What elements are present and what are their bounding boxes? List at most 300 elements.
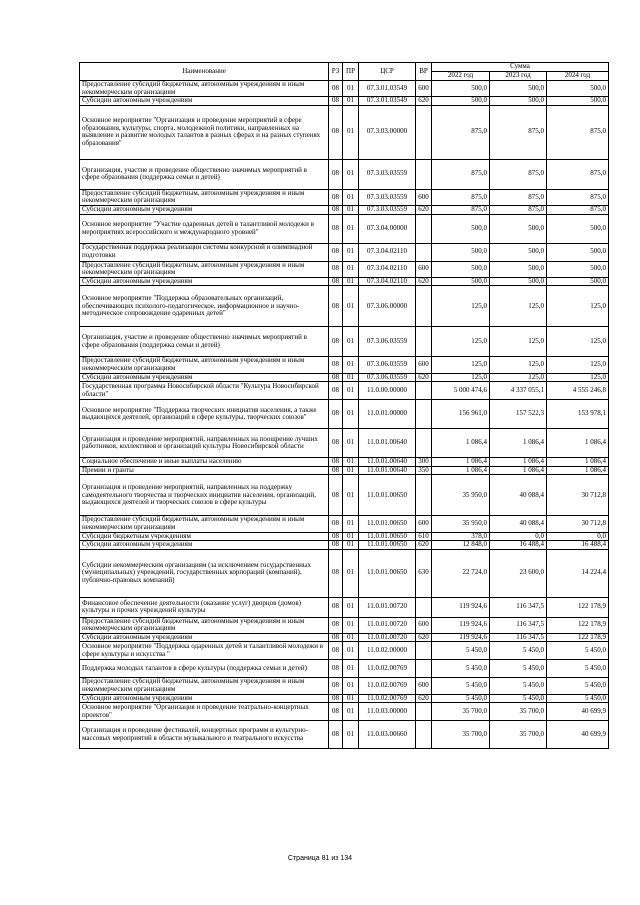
header-year: 2023 год [490,72,547,81]
row-sum-2024: 4 555 246,8 [547,382,609,400]
table-row [80,633,609,642]
row-name: Субсидии автономным учреждениям [80,205,329,214]
header-name: Наименование [80,63,329,81]
row-name: Предоставление субсидий бюджетным, автономным учреждениям и иным некоммерческим организациям [80,261,329,277]
row-sum-2024: 875,0 [547,159,609,189]
row-csr: 11.0.01.00000 [359,400,416,429]
row-name: Субсидии автономным учреждениям [80,694,329,703]
row-vr [416,159,432,189]
row-vr: 620 [416,97,432,106]
table-row [80,243,609,261]
row-sum-2022: 125,0 [432,286,490,327]
row-sum-2023: 35 700,0 [490,703,547,721]
row-pr: 01 [343,597,359,617]
row-name: Предоставление субсидий бюджетным, автономным учреждениям и иным некоммерческим организациям [80,357,329,373]
row-vr: 620 [416,373,432,382]
row-name: Основное мероприятие "Поддержка образовательных организаций, обеспечивающих психолого-педагогическое, информационное и научно-методическое сопровождение одаренных детей" [80,286,329,327]
row-sum-2022: 35 700,0 [432,703,490,721]
row-rz: 08 [329,475,343,516]
row-sum-2023: 5 450,0 [490,694,547,703]
page-number: Страница 81 из 134 [287,855,353,862]
row-rz: 08 [329,549,343,597]
row-sum-2024: 875,0 [547,189,609,205]
row-sum-2023: 116 347,5 [490,617,547,633]
row-sum-2022: 5 450,0 [432,678,490,694]
row-csr: 11.0.01.00720 [359,633,416,642]
row-vr [416,475,432,516]
row-csr: 07.3.03.03559 [359,189,416,205]
row-sum-2022: 875,0 [432,105,490,159]
row-vr [416,703,432,721]
row-vr [416,382,432,400]
row-vr [416,597,432,617]
row-sum-2024: 500,0 [547,214,609,243]
row-sum-2022: 22 724,0 [432,549,490,597]
table-row [80,286,609,327]
row-rz: 08 [329,97,343,106]
row-sum-2023: 500,0 [490,97,547,106]
table-row [80,694,609,703]
row-name: Субсидии автономным учреждениям [80,541,329,550]
header-year: 2022 год [432,72,490,81]
row-vr [416,214,432,243]
row-rz: 08 [329,597,343,617]
row-csr: 11.0.01.00640 [359,466,416,475]
row-vr: 610 [416,532,432,541]
table-row [80,400,609,429]
row-name: Организация и проведение фестивалей, концертных программ и культурно- массовых мероприятий в области музыкального и театрального искусства [80,721,329,749]
header-sum: Сумма [432,63,609,72]
table-row [80,261,609,277]
row-sum-2023: 500,0 [490,277,547,286]
table-row [80,327,609,357]
row-rz: 08 [329,660,343,678]
row-pr: 01 [343,703,359,721]
row-rz: 08 [329,189,343,205]
row-name: Основное мероприятие "Поддержка творческих инициатив населения, а также выдающихся деятелей, организаций в сфере культуры, творческих союзов" [80,400,329,429]
row-sum-2023: 125,0 [490,327,547,357]
row-sum-2022: 5 450,0 [432,642,490,660]
row-pr: 01 [343,400,359,429]
row-sum-2022: 5 450,0 [432,660,490,678]
row-name: Государственная программа Новосибирской области "Культура Новосибирской области" [80,382,329,400]
row-sum-2022: 119 924,6 [432,617,490,633]
row-name: Предоставление субсидий бюджетным, автономным учреждениям и иным некоммерческим организациям [80,678,329,694]
row-rz: 08 [329,159,343,189]
row-vr: 620 [416,694,432,703]
row-csr: 07.3.04.00000 [359,214,416,243]
table-row [80,277,609,286]
table-row [80,541,609,550]
table-row [80,642,609,660]
row-pr: 01 [343,357,359,373]
table-row [80,516,609,532]
row-csr: 07.3.06.03559 [359,373,416,382]
row-name: Организация и проведение мероприятий, направленных на поощрение лучших работников, коллективов и организаций культуры Новосибирской области [80,429,329,458]
row-csr: 07.3.03.03559 [359,205,416,214]
row-csr: 11.0.00.00000 [359,382,416,400]
row-rz: 08 [329,694,343,703]
row-sum-2024: 875,0 [547,205,609,214]
row-sum-2024: 500,0 [547,277,609,286]
row-name: Предоставление субсидий бюджетным, автономным учреждениям и иным некоммерческим организациям [80,617,329,633]
header-pr: ПР [343,63,359,81]
row-vr: 600 [416,261,432,277]
row-name: Субсидии автономным учреждениям [80,633,329,642]
row-vr [416,286,432,327]
row-sum-2023: 1 086,4 [490,466,547,475]
row-name: Субсидии некоммерческим организациям (за исключением государственных (муниципальных) учреждений, государственных корпораций (компаний), публично-правовых компаний) [80,549,329,597]
row-sum-2024: 500,0 [547,261,609,277]
row-name: Субсидии автономным учреждениям [80,97,329,106]
table-row [80,617,609,633]
budget-table [79,62,609,749]
row-sum-2024: 500,0 [547,81,609,97]
row-vr [416,642,432,660]
row-sum-2024: 153 978,1 [547,400,609,429]
row-sum-2022: 5 450,0 [432,694,490,703]
row-pr: 01 [343,159,359,189]
row-sum-2024: 5 450,0 [547,694,609,703]
row-name: Основное мероприятие "Участие одаренных детей в талантливой молодежи в мероприятиях всероссийского и международного уровней" [80,214,329,243]
row-name: Организация, участие и проведение общественно значимых мероприятий в сфере образования (поддержка семьи и детей) [80,327,329,357]
table-row [80,703,609,721]
row-csr: 11.0.01.00720 [359,617,416,633]
row-csr: 11.0.03.00660 [359,721,416,749]
row-csr: 07.3.06.03559 [359,327,416,357]
row-csr: 11.0.01.00640 [359,458,416,467]
row-name: Организация, участие и проведение общественно значимых мероприятий в сфере образования (поддержка семьи и детей) [80,159,329,189]
table-row [80,81,609,97]
row-vr: 600 [416,189,432,205]
row-pr: 01 [343,549,359,597]
row-pr: 01 [343,721,359,749]
table-row [80,189,609,205]
row-sum-2023: 500,0 [490,214,547,243]
row-sum-2023: 125,0 [490,357,547,373]
row-sum-2023: 500,0 [490,81,547,97]
row-rz: 08 [329,286,343,327]
row-sum-2024: 125,0 [547,357,609,373]
row-sum-2023: 116 347,5 [490,597,547,617]
row-rz: 08 [329,277,343,286]
row-rz: 08 [329,458,343,467]
row-sum-2023: 1 086,4 [490,458,547,467]
row-name: Предоставление субсидий бюджетным, автономным учреждениям и иным некоммерческим организациям [80,81,329,97]
row-sum-2023: 35 700,0 [490,721,547,749]
row-name: Субсидии автономным учреждениям [80,373,329,382]
row-vr: 620 [416,541,432,550]
row-rz: 08 [329,327,343,357]
row-csr: 11.0.01.00650 [359,475,416,516]
row-sum-2022: 125,0 [432,357,490,373]
row-pr: 01 [343,660,359,678]
row-sum-2023: 40 088,4 [490,475,547,516]
row-rz: 08 [329,214,343,243]
row-csr: 11.0.02.00769 [359,660,416,678]
row-vr [416,105,432,159]
row-vr: 600 [416,678,432,694]
row-pr: 01 [343,373,359,382]
row-sum-2024: 0,0 [547,532,609,541]
row-sum-2024: 1 086,4 [547,458,609,467]
row-vr: 630 [416,549,432,597]
row-vr [416,400,432,429]
row-rz: 08 [329,516,343,532]
row-sum-2022: 500,0 [432,261,490,277]
table-row [80,721,609,749]
row-sum-2022: 12 848,0 [432,541,490,550]
row-sum-2023: 40 088,4 [490,516,547,532]
row-sum-2024: 500,0 [547,97,609,106]
row-sum-2022: 35 950,0 [432,475,490,516]
row-sum-2024: 122 178,9 [547,597,609,617]
row-csr: 11.0.01.00650 [359,532,416,541]
table-row [80,429,609,458]
row-rz: 08 [329,382,343,400]
row-rz: 08 [329,703,343,721]
row-sum-2022: 5 000 474,6 [432,382,490,400]
row-sum-2024: 5 450,0 [547,678,609,694]
row-pr: 01 [343,516,359,532]
row-csr: 07.3.04.02110 [359,243,416,261]
row-name: Премии и гранты [80,466,329,475]
row-sum-2023: 16 488,4 [490,541,547,550]
row-name: Предоставление субсидий бюджетным, автономным учреждениям и иным некоммерческим организациям [80,516,329,532]
table-row [80,458,609,467]
row-vr [416,429,432,458]
row-sum-2024: 122 178,9 [547,617,609,633]
row-rz: 08 [329,541,343,550]
row-sum-2022: 35 950,0 [432,516,490,532]
row-sum-2024: 40 699,9 [547,721,609,749]
row-pr: 01 [343,678,359,694]
row-vr: 600 [416,516,432,532]
row-sum-2024: 875,0 [547,105,609,159]
row-vr: 350 [416,466,432,475]
row-sum-2022: 875,0 [432,189,490,205]
row-rz: 08 [329,642,343,660]
row-csr: 11.0.02.00000 [359,642,416,660]
table-row [80,97,609,106]
row-csr: 11.0.02.00769 [359,694,416,703]
row-sum-2022: 125,0 [432,327,490,357]
row-sum-2022: 119 924,6 [432,633,490,642]
row-csr: 07.3.04.02110 [359,277,416,286]
row-name: Субсидии автономным учреждениям [80,277,329,286]
row-sum-2024: 1 086,4 [547,429,609,458]
table-row [80,373,609,382]
row-sum-2022: 500,0 [432,97,490,106]
row-name: Основное мероприятие "Организация и проведение мероприятий в сфере образования, культуры, спорта, молодежной политики, направленных на выявление и развитие молодых талантов в разных сферах и на разных ступенях образования" [80,105,329,159]
row-pr: 01 [343,617,359,633]
row-sum-2024: 1 086,4 [547,466,609,475]
header-vr: ВР [416,63,432,81]
row-sum-2024: 5 450,0 [547,660,609,678]
table-row [80,466,609,475]
row-vr: 600 [416,357,432,373]
header-csr: ЦСР [359,63,416,81]
row-pr: 01 [343,532,359,541]
row-vr: 620 [416,633,432,642]
row-name: Субсидии бюджетным учреждениям [80,532,329,541]
row-sum-2024: 30 712,8 [547,516,609,532]
row-sum-2023: 125,0 [490,373,547,382]
row-pr: 01 [343,105,359,159]
row-sum-2024: 125,0 [547,286,609,327]
row-vr [416,243,432,261]
row-sum-2023: 875,0 [490,159,547,189]
table-row [80,214,609,243]
row-name: Финансовое обеспечение деятельности (оказание услуг) дворцов (домов) культуры и прочих учреждений культуры [80,597,329,617]
row-csr: 11.0.01.00720 [359,597,416,617]
row-vr: 600 [416,617,432,633]
row-csr: 11.0.03.00000 [359,703,416,721]
row-rz: 08 [329,633,343,642]
row-sum-2022: 875,0 [432,205,490,214]
row-pr: 01 [343,277,359,286]
row-rz: 08 [329,205,343,214]
row-rz: 08 [329,357,343,373]
row-name: Предоставление субсидий бюджетным, автономным учреждениям и иным некоммерческим организациям [80,189,329,205]
row-vr: 620 [416,277,432,286]
row-csr: 07.3.01.03549 [359,81,416,97]
row-sum-2022: 1 086,4 [432,429,490,458]
row-sum-2023: 500,0 [490,261,547,277]
row-rz: 08 [329,373,343,382]
row-csr: 07.3.01.03549 [359,97,416,106]
row-sum-2024: 122 178,9 [547,633,609,642]
row-rz: 08 [329,532,343,541]
row-vr [416,327,432,357]
row-pr: 01 [343,189,359,205]
row-pr: 01 [343,541,359,550]
header-year: 2024 год [547,72,609,81]
header-rz: РЗ [329,63,343,81]
row-pr: 01 [343,458,359,467]
row-vr [416,660,432,678]
row-pr: 01 [343,327,359,357]
row-sum-2023: 500,0 [490,243,547,261]
row-name: Социальное обеспечение и иные выплаты населению [80,458,329,467]
row-sum-2022: 1 086,4 [432,466,490,475]
row-sum-2022: 125,0 [432,373,490,382]
table-row [80,475,609,516]
row-sum-2024: 14 224,4 [547,549,609,597]
row-pr: 01 [343,382,359,400]
row-vr: 600 [416,81,432,97]
table-row [80,660,609,678]
row-sum-2023: 5 450,0 [490,660,547,678]
row-sum-2022: 1 086,4 [432,458,490,467]
row-pr: 01 [343,81,359,97]
table-row [80,105,609,159]
row-sum-2024: 30 712,8 [547,475,609,516]
table-row [80,159,609,189]
row-pr: 01 [343,205,359,214]
row-pr: 01 [343,429,359,458]
row-sum-2024: 125,0 [547,373,609,382]
row-sum-2023: 157 522,3 [490,400,547,429]
row-sum-2023: 1 086,4 [490,429,547,458]
row-sum-2022: 378,0 [432,532,490,541]
row-sum-2023: 875,0 [490,205,547,214]
row-rz: 08 [329,400,343,429]
row-sum-2023: 5 450,0 [490,678,547,694]
row-rz: 08 [329,466,343,475]
table-row [80,382,609,400]
row-sum-2024: 125,0 [547,327,609,357]
row-pr: 01 [343,642,359,660]
row-name: Основное мероприятие "Организация и проведение театрально-концертных проектов" [80,703,329,721]
row-csr: 07.3.03.03559 [359,159,416,189]
table-body [80,81,609,749]
row-name: Поддержка молодых талантов в сфере культуры (поддержка семьи и детей) [80,660,329,678]
row-csr: 07.3.06.00000 [359,286,416,327]
row-sum-2024: 16 488,4 [547,541,609,550]
row-rz: 08 [329,617,343,633]
row-pr: 01 [343,475,359,516]
row-sum-2023: 5 450,0 [490,642,547,660]
row-name: Организация и проведение мероприятий, направленных на поддержку самодеятельного творчества и творческих инициатив населения, организаций, выдающихся деятелей и творческих союзов в сфере культуры [80,475,329,516]
row-rz: 08 [329,243,343,261]
row-pr: 01 [343,633,359,642]
row-pr: 01 [343,243,359,261]
row-vr [416,721,432,749]
row-name: Государственная поддержка реализации системы конкурсной и олимпиадной подготовки [80,243,329,261]
row-vr: 620 [416,205,432,214]
row-pr: 01 [343,214,359,243]
row-sum-2022: 500,0 [432,214,490,243]
row-sum-2023: 23 600,0 [490,549,547,597]
table-row [80,678,609,694]
row-sum-2022: 119 924,6 [432,597,490,617]
row-sum-2022: 875,0 [432,159,490,189]
table-row [80,357,609,373]
row-pr: 01 [343,466,359,475]
row-rz: 08 [329,105,343,159]
row-sum-2022: 156 961,0 [432,400,490,429]
row-sum-2024: 5 450,0 [547,642,609,660]
row-csr: 11.0.01.00650 [359,541,416,550]
row-vr: 300 [416,458,432,467]
table-row [80,597,609,617]
row-sum-2022: 500,0 [432,81,490,97]
row-pr: 01 [343,694,359,703]
row-pr: 01 [343,261,359,277]
row-csr: 07.3.03.00000 [359,105,416,159]
row-csr: 07.3.04.02110 [359,261,416,277]
row-rz: 08 [329,678,343,694]
row-sum-2023: 875,0 [490,105,547,159]
row-csr: 07.3.06.03559 [359,357,416,373]
row-sum-2023: 125,0 [490,286,547,327]
row-rz: 08 [329,81,343,97]
row-rz: 08 [329,261,343,277]
row-pr: 01 [343,286,359,327]
row-sum-2022: 500,0 [432,243,490,261]
row-sum-2022: 500,0 [432,277,490,286]
row-csr: 11.0.01.00640 [359,429,416,458]
row-sum-2023: 0,0 [490,532,547,541]
table-row [80,205,609,214]
row-csr: 11.0.02.00769 [359,678,416,694]
row-sum-2024: 40 699,9 [547,703,609,721]
row-sum-2024: 500,0 [547,243,609,261]
row-name: Основное мероприятие "Поддержка одаренных детей и талантливой молодежи в сфере культуры и искусства " [80,642,329,660]
row-sum-2023: 4 337 055,1 [490,382,547,400]
row-pr: 01 [343,97,359,106]
